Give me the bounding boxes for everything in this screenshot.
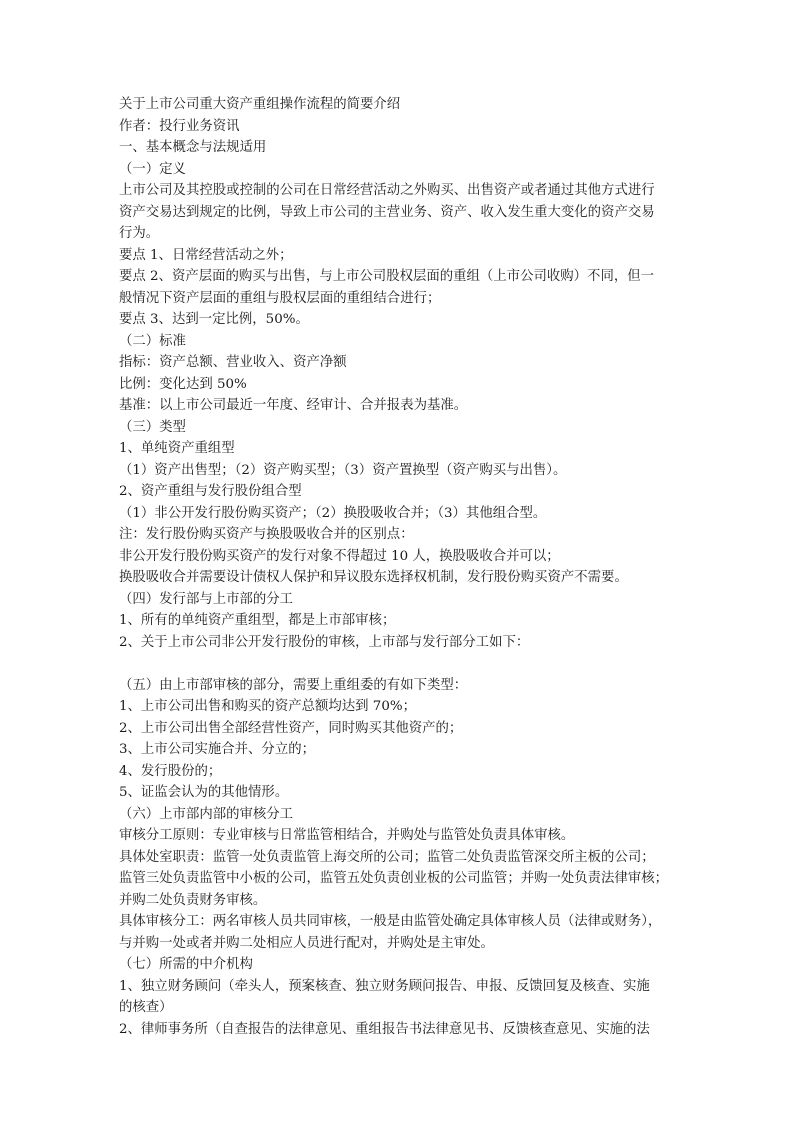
paragraph-line: 基准：以上市公司最近一年度、经审计、合并报表为基准。: [119, 398, 468, 413]
paragraph-line: 4、发行股份的；: [119, 763, 222, 779]
subsection-heading: （一）定义: [119, 161, 186, 177]
paragraph-line: 要点 1、日常经营活动之外；: [119, 247, 293, 263]
paragraph-line: 1、独立财务顾问（牵头人，预案核查、独立财务顾问报告、申报、反馈回复及核查、实施: [119, 978, 650, 994]
subsection-heading: （七）所需的中介机构: [119, 957, 253, 972]
paragraph-line: 要点 2、资产层面的购买与出售，与上市公司股权层面的重组（上市公司收购）不同，但一: [119, 269, 655, 284]
subsection-heading: （二）标准: [119, 333, 186, 349]
paragraph-line: 2、律师事务所（自查报告的法律意见、重组报告书法律意见书、反馈核查意见、实施的法: [119, 1021, 650, 1037]
paragraph-line: （1）资产出售型；（2）资产购买型；（3）资产置换型（资产购买与出售）。: [119, 462, 567, 478]
paragraph-line: 审核分工原则：专业审核与日常监管相结合，并购处与监管处负责具体审核。: [119, 828, 575, 843]
subsection-heading: （四）发行部与上市部的分工: [119, 591, 294, 607]
paragraph-line: 换股吸收合并需要设计债权人保护和异议股东选择权机制，发行股份购买资产不需要。: [119, 570, 628, 585]
paragraph-line: 行为。: [119, 226, 160, 241]
paragraph-line: 2、关于上市公司非公开发行股份的审核，上市部与发行部分工如下：: [119, 634, 530, 650]
document-author: 作者：投行业务资讯: [119, 118, 240, 134]
paragraph-line: 指标：资产总额、营业收入、资产净额: [119, 355, 347, 370]
section-heading: 一、基本概念与法规适用: [119, 140, 267, 155]
document-title: 关于上市公司重大资产重组操作流程的简要介绍: [119, 97, 401, 112]
paragraph-line: 与并购一处或者并购二处相应人员进行配对，并购处是主审处。: [119, 935, 494, 951]
paragraph-line: （1）非公开发行股份购买资产；（2）换股吸收合并；（3）其他组合型。: [119, 505, 547, 521]
paragraph-line: 5、证监会认为的其他情形。: [119, 785, 289, 800]
paragraph-line: 1、所有的单纯资产重组型，都是上市部审核；: [119, 613, 396, 628]
paragraph-line: 1、上市公司出售和购买的资产总额均达到 70%；: [119, 699, 416, 714]
paragraph-line: 2、资产重组与发行股份组合型: [119, 484, 302, 499]
paragraph-line: 非公开发行股份购买资产的发行对象不得超过 10 人，换股吸收合并可以；: [119, 548, 560, 564]
paragraph-line: 注：发行股份购买资产与换股吸收合并的区别点：: [119, 527, 414, 542]
blank-line: [119, 653, 687, 675]
paragraph-line: 资产交易达到规定的比例，导致上市公司的主营业务、资产、收入发生重大变化的资产交易: [119, 204, 655, 220]
paragraph-line: 要点 3、达到一定比例，50%。: [119, 312, 309, 327]
paragraph-line: 具体处室职责：监管一处负责监管上海交所的公司；监管二处负责监管深交所主板的公司；: [119, 849, 655, 865]
paragraph-line: 的核查）: [119, 1000, 173, 1015]
document-page: [119, 94, 687, 1040]
paragraph-line: 并购二处负责财务审核。: [119, 892, 267, 908]
paragraph-line: 监管三处负责监管中小板的公司，监管五处负责创业板的公司监管；并购一处负责法律审核；: [119, 871, 669, 886]
subsection-heading: （三）类型: [119, 419, 186, 435]
subsection-heading: （六）上市部内部的审核分工: [119, 806, 294, 822]
paragraph-line: 3、上市公司实施合并、分立的；: [119, 742, 315, 757]
paragraph-line: 比例：变化达到 50%: [119, 376, 247, 392]
subsection-heading: （五）由上市部审核的部分，需要上重组委的有如下类型：: [119, 677, 468, 693]
paragraph-line: 般情况下资产层面的重组与股权层面的重组结合进行；: [119, 290, 441, 306]
paragraph-line: 上市公司及其控股或控制的公司在日常经营活动之外购买、出售资产或者通过其他方式进行: [119, 183, 655, 198]
paragraph-line: 具体审核分工：两名审核人员共同审核，一般是由监管处确定具体审核人员（法律或财务），: [119, 914, 662, 929]
paragraph-line: 1、单纯资产重组型: [119, 441, 235, 456]
paragraph-line: 2、上市公司出售全部经营性资产，同时购买其他资产的；: [119, 720, 463, 736]
